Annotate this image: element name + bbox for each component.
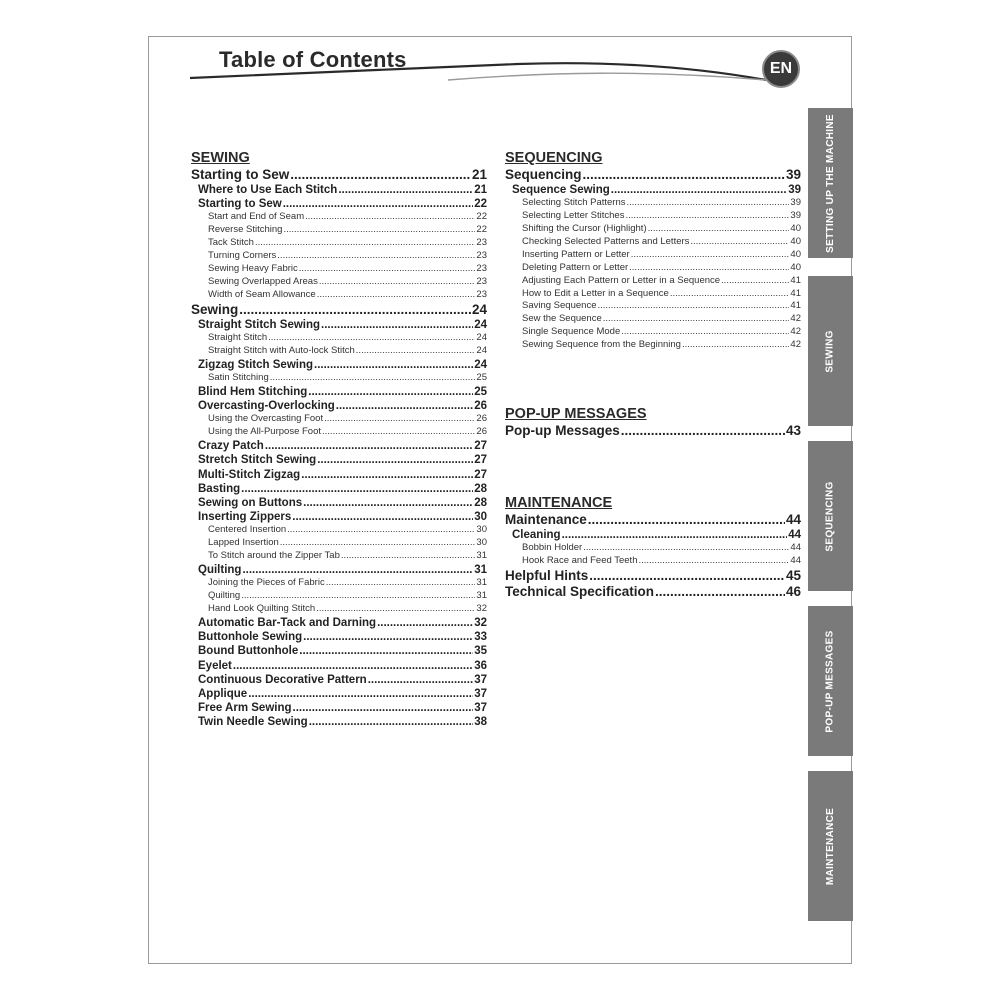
dot-leader [316,603,475,616]
toc-entry[interactable] [191,673,487,687]
toc-entry-page-number: 33 [474,631,487,644]
toc-entry-page-number: 44 [788,529,801,542]
dot-leader [631,249,790,262]
toc-entry-page-number: 39 [785,167,801,182]
toc-entry[interactable] [191,332,487,345]
toc-entry[interactable] [505,183,801,197]
toc-entry[interactable] [505,339,801,352]
toc-entry-page-number: 35 [474,645,487,658]
toc-entry-label: Using the All-Purpose Foot [208,426,322,438]
toc-entry-label: Satin Stitching [208,371,269,383]
toc-entry[interactable] [191,715,487,729]
dot-leader [305,211,475,224]
toc-entry[interactable] [191,482,487,496]
dot-leader [583,542,789,555]
toc-entry[interactable] [191,345,487,358]
toc-entry-label: Single Sequence Mode [522,326,621,338]
toc-entry[interactable] [505,167,801,183]
side-tab-maintenance[interactable] [808,771,853,921]
toc-entry-label: Applique [198,687,248,700]
dot-leader [721,275,789,288]
toc-entry-page-number: 30 [474,511,487,524]
toc-entry-label: Deleting Pattern or Letter [522,261,629,273]
toc-entry-page-number: 25 [474,385,487,398]
toc-entry[interactable] [505,542,801,555]
dot-leader [239,302,471,318]
toc-entry[interactable] [191,550,487,563]
toc-entry-label: Reverse Stitching [208,224,283,236]
toc-entry-label: Basting [198,482,241,495]
toc-entry[interactable] [505,197,801,210]
toc-entry-page-number: 24 [471,301,487,317]
toc-entry-page-number: 37 [474,702,487,715]
toc-entry-page-number: 32 [474,616,487,629]
language-badge: EN [762,50,800,88]
dot-leader [690,236,789,249]
toc-entry-label: Adjusting Each Pattern or Letter in a Sequence [522,274,721,286]
toc-entry-label: Quilting [208,590,241,602]
toc-entry[interactable] [191,399,487,413]
toc-entry[interactable] [505,288,801,301]
dot-leader [255,237,475,250]
toc-entry-page-number: 32 [476,603,487,615]
dot-leader [303,496,473,510]
toc-entry[interactable] [191,659,487,673]
toc-entry-label: Eyelet [198,659,232,672]
dot-leader [299,263,476,276]
dot-leader [377,616,473,630]
toc-entry-label: To Stitch around the Zipper Tab [208,550,340,562]
toc-entry-page-number: 27 [474,440,487,453]
toc-entry-label: Sewing on Buttons [198,496,303,509]
toc-entry-page-number: 40 [790,223,801,235]
toc-entry-label: Using the Overcasting Foot [208,413,324,425]
toc-entry[interactable] [505,555,801,568]
toc-entry-label: Straight Stitch with Auto-lock Stitch [208,344,355,356]
dot-leader [241,482,473,496]
dot-leader [648,223,790,236]
section-spacer [505,439,801,495]
toc-entry[interactable] [191,211,487,224]
toc-entry-page-number: 24 [476,331,487,343]
side-tab-label: POP-UP MESSAGES [825,629,836,733]
toc-entry[interactable] [505,210,801,223]
toc-entry-page-number: 37 [474,687,487,700]
toc-entry[interactable] [191,250,487,263]
toc-entry[interactable] [191,590,487,603]
toc-entry-page-number: 46 [785,584,801,600]
dot-leader [322,426,475,439]
dot-leader [241,590,475,603]
toc-entry[interactable] [505,528,801,542]
toc-entry-page-number: 40 [790,248,801,260]
toc-entry[interactable] [191,276,487,289]
toc-entry-page-number: 26 [476,426,487,438]
dot-leader [248,687,473,701]
toc-entry-label: Width of Seam Allowance [208,288,316,300]
toc-entry[interactable] [505,568,801,584]
toc-entry[interactable] [191,603,487,616]
toc-entry-label: Selecting Letter Stitches [522,210,625,222]
toc-entry-page-number: 23 [476,288,487,300]
toc-entry[interactable] [191,289,487,302]
toc-entry-label: How to Edit a Letter in a Sequence [522,287,669,299]
toc-entry-label: Twin Needle Sewing [198,716,308,729]
toc-entry-label: Hook Race and Feed Teeth [522,555,638,567]
page-title: Table of Contents [219,47,407,72]
dot-leader [319,276,476,289]
toc-entry-page-number: 39 [788,184,801,196]
toc-entry-page-number: 28 [474,496,487,509]
toc-entry-label: Sew the Sequence [522,313,602,325]
toc-entry-page-number: 30 [476,524,487,536]
toc-entry[interactable] [191,630,487,644]
toc-entry-label: Starting to Sew [191,167,290,182]
dot-leader [283,224,475,237]
toc-entry[interactable] [191,372,487,385]
toc-entry-label: Cleaning [512,529,561,542]
dot-leader [621,326,789,339]
toc-entry[interactable] [191,183,487,197]
toc-entry[interactable] [505,262,801,275]
toc-entry[interactable] [191,318,487,332]
toc-entry-label: Pop-up Messages [505,423,620,439]
dot-leader [270,372,476,385]
toc-entry-page-number: 30 [476,537,487,549]
side-tab-setting-up-the-machine[interactable] [808,108,853,258]
toc-entry-label: Free Arm Sewing [198,702,292,715]
toc-entry[interactable] [505,249,801,262]
toc-entry-page-number: 41 [790,300,801,312]
toc-entry-label: Automatic Bar-Tack and Darning [198,616,377,629]
toc-entry[interactable] [505,512,801,528]
toc-entry[interactable] [191,167,487,183]
toc-entry-page-number: 44 [785,512,801,528]
dot-leader [265,439,473,453]
toc-entry[interactable] [191,453,487,467]
dot-leader [368,673,474,687]
toc-entry[interactable] [191,468,487,482]
dot-leader [356,345,476,358]
dot-leader [603,313,790,326]
toc-entry-page-number: 22 [474,198,487,211]
toc-entry-page-number: 23 [476,237,487,249]
toc-entry-page-number: 27 [474,454,487,467]
dot-leader [277,250,475,263]
toc-entry-label: Stretch Stitch Sewing [198,454,317,467]
toc-entry[interactable] [191,616,487,630]
toc-entry-page-number: 31 [474,564,487,577]
toc-entry-label: Selecting Stitch Patterns [522,197,626,209]
section-spacer [505,352,801,406]
toc-entry-label: Continuous Decorative Pattern [198,673,367,686]
toc-entry[interactable] [191,644,487,658]
toc-entry-page-number: 31 [476,577,487,589]
toc-entry-page-number: 26 [476,413,487,425]
dot-leader [588,512,785,528]
dot-leader [290,167,471,183]
toc-entry-label: Multi-Stitch Zigzag [198,468,301,481]
toc-entry-label: Sewing Heavy Fabric [208,263,298,275]
toc-entry[interactable] [191,537,487,550]
toc-entry-label: Overcasting-Overlocking [198,400,335,413]
toc-entry-page-number: 39 [790,210,801,222]
dot-leader [299,644,473,658]
dot-leader [233,659,473,673]
toc-entry[interactable] [191,224,487,237]
side-tab-label: SETTING UP THE MACHINE [825,113,836,253]
side-tab-label: SEWING [824,329,836,373]
side-tab-sequencing[interactable] [808,441,853,591]
toc-entry-label: Bobbin Holder [522,542,583,554]
side-tab-label: SEQUENCING [825,480,837,552]
toc-entry-page-number: 38 [474,716,487,729]
dot-leader [317,289,476,302]
toc-section-heading[interactable]: SEQUENCING [505,150,603,166]
toc-entry-label: Bound Buttonhole [198,645,299,658]
toc-right-column [505,150,801,600]
dot-leader [611,183,787,197]
toc-entry[interactable] [191,524,487,537]
side-tab-pop-up-messages[interactable] [808,606,853,756]
toc-entry-label: Hand Look Quilting Stitch [208,603,316,615]
toc-entry-label: Sequencing [505,167,582,182]
toc-entry-label: Centered Insertion [208,524,287,536]
toc-entry-label: Where to Use Each Stitch [198,184,338,196]
toc-entry-page-number: 42 [790,339,801,351]
dot-leader [287,524,475,537]
toc-entry-page-number: 43 [785,423,801,439]
dot-leader [317,453,473,467]
toc-entry-label: Blind Hem Stitching [198,385,308,398]
toc-entry-label: Shifting the Cursor (Highlight) [522,223,647,235]
dot-leader [338,183,473,197]
dot-leader [341,550,476,563]
toc-entry[interactable] [191,413,487,426]
dot-leader [242,563,473,577]
toc-entry[interactable] [505,326,801,339]
dot-leader [321,318,473,332]
toc-entry[interactable] [191,687,487,701]
dot-leader [326,577,476,590]
toc-entry-label: Sewing Overlapped Areas [208,275,318,287]
toc-entry-label: Sequence Sewing [512,184,610,196]
toc-entry-page-number: 25 [476,371,487,383]
toc-entry-label: Tack Stitch [208,237,254,249]
toc-entry[interactable] [191,237,487,250]
toc-entry[interactable] [505,300,801,313]
toc-entry[interactable] [191,496,487,510]
toc-entry-label: Technical Specification [505,584,655,600]
toc-entry[interactable] [191,439,487,453]
toc-entry-page-number: 44 [790,555,801,567]
toc-entry-page-number: 36 [474,659,487,672]
toc-entry[interactable] [191,197,487,211]
toc-entry-label: Checking Selected Patterns and Letters [522,235,690,247]
dot-leader [280,537,476,550]
dot-leader [597,300,789,313]
toc-entry-label: Quilting [198,564,242,577]
toc-entry-label: Saving Sequence [522,300,597,312]
toc-entry[interactable] [191,263,487,276]
toc-entry-page-number: 28 [474,482,487,495]
toc-entry[interactable] [505,423,801,439]
toc-entry[interactable] [505,236,801,249]
toc-entry-page-number: 22 [476,211,487,223]
toc-entry[interactable] [191,701,487,715]
toc-entry-page-number: 45 [785,568,801,584]
toc-entry-page-number: 26 [474,400,487,413]
toc-entry-label: Straight Stitch Sewing [198,318,321,331]
toc-entry-label: Buttonhole Sewing [198,631,303,644]
toc-entry-label: Lapped Insertion [208,537,279,549]
dot-leader [303,630,473,644]
toc-entry[interactable] [505,275,801,288]
dot-leader [309,715,474,729]
dot-leader [324,413,475,426]
toc-entry-page-number: 24 [474,318,487,331]
toc-entry-page-number: 22 [476,224,487,236]
toc-section-heading[interactable]: MAINTENANCE [505,495,613,512]
dot-leader [292,510,473,524]
dot-leader [655,584,785,600]
toc-entry-label: Starting to Sew [198,198,282,211]
toc-entry[interactable] [191,385,487,399]
toc-entry[interactable] [191,563,487,577]
dot-leader [638,555,789,568]
side-tab-label: MAINTENANCE [825,807,836,885]
toc-entry-page-number: 23 [476,263,487,275]
toc-entry-label: Sewing Sequence from the Beginning [522,339,681,351]
toc-entry-page-number: 42 [790,313,801,325]
toc-entry[interactable] [191,302,487,318]
dot-leader [589,568,785,584]
toc-entry[interactable] [191,510,487,524]
toc-entry-label: Crazy Patch [198,440,264,453]
dot-leader [583,167,785,183]
toc-entry-page-number: 27 [474,468,487,481]
dot-leader [336,399,473,413]
toc-entry[interactable] [191,577,487,590]
side-tab-sewing[interactable] [808,276,853,426]
toc-entry[interactable] [505,584,801,600]
toc-entry-label: Joining the Pieces of Fabric [208,577,325,589]
toc-entry-page-number: 40 [790,235,801,247]
dot-leader [627,197,790,210]
toc-entry-page-number: 21 [474,184,487,196]
toc-entry-label: Start and End of Seam [208,211,305,223]
toc-entry-page-number: 24 [474,358,487,371]
toc-entry[interactable] [505,313,801,326]
toc-entry-page-number: 24 [476,344,487,356]
dot-leader [629,262,789,275]
toc-section-heading[interactable]: POP-UP MESSAGES [505,406,647,423]
toc-entry-label: Zigzag Stitch Sewing [198,358,314,371]
toc-entry-page-number: 40 [790,261,801,273]
toc-left-column [191,150,487,730]
toc-entry-page-number: 31 [476,550,487,562]
toc-entry-page-number: 41 [790,287,801,299]
toc-entry-page-number: 23 [476,250,487,262]
toc-entry-label: Inserting Zippers [198,511,292,524]
dot-leader [314,358,473,372]
dot-leader [268,332,475,345]
dot-leader [625,210,789,223]
toc-entry-label: Turning Corners [208,250,277,262]
toc-entry-label: Inserting Pattern or Letter [522,248,630,260]
toc-entry-page-number: 21 [471,167,487,182]
toc-entry-label: Sewing [191,301,239,317]
dot-leader [621,423,785,439]
dot-leader [562,528,788,542]
toc-entry[interactable] [191,426,487,439]
toc-entry-page-number: 39 [790,197,801,209]
toc-section-heading[interactable]: SEWING [191,150,250,166]
toc-entry-page-number: 41 [790,274,801,286]
toc-entry[interactable] [191,358,487,372]
toc-entry-page-number: 37 [474,673,487,686]
dot-leader [283,197,474,211]
toc-entry-label: Maintenance [505,512,587,528]
dot-leader [301,468,473,482]
toc-entry-label: Straight Stitch [208,331,268,343]
toc-entry-page-number: 42 [790,326,801,338]
dot-leader [293,701,474,715]
toc-entry[interactable] [505,223,801,236]
toc-entry-page-number: 44 [790,542,801,554]
toc-entry-label: Helpful Hints [505,568,589,584]
dot-leader [682,339,789,352]
toc-entry-page-number: 31 [476,590,487,602]
toc-entry-page-number: 23 [476,275,487,287]
dot-leader [308,385,473,399]
dot-leader [670,288,790,301]
